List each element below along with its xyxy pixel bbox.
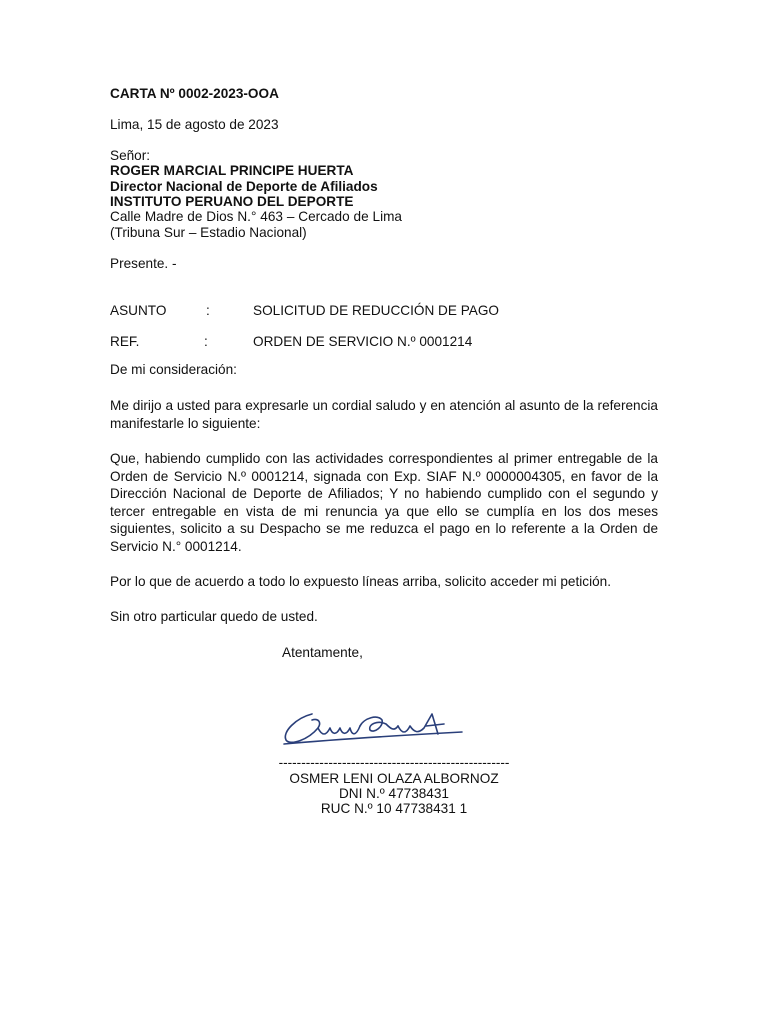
closing-line: Sin otro particular quedo de usted. (110, 609, 318, 624)
paragraph-body: Que, habiendo cumplido con las actividades correspondientes al primer entregable de la Orden de Servicio N.º 0001214, signada con Exp. SIAF N.º 0000004305, en favor de la Dirección Nacional de Deporte de Afiliados; Y no habiendo cumplido con el segundo y tercer entregable en vista de mi renuncia ya que ello se cumplía en los dos meses siguientes, solicito a su Despacho se me reduzca el pago en lo referente a la Orden de Servicio N.° 0001214. (110, 451, 658, 554)
recipient-name: ROGER MARCIAL PRINCIPE HUERTA (110, 163, 354, 178)
recipient-institution: INSTITUTO PERUANO DEL DEPORTE (110, 194, 354, 209)
closing: Atentamente, (282, 645, 363, 660)
signer-dni: DNI N.º 47738431 (338, 786, 449, 801)
presente: Presente. - (110, 256, 177, 271)
handwritten-signature (278, 706, 468, 754)
salutation: Señor: (110, 148, 151, 163)
paragraph-intro: Me dirijo a usted para expresarle un cordial saludo y en atención al asunto de la referencia manifestarle lo siguiente: (110, 398, 658, 431)
subject-value: SOLICITUD DE REDUCCIÓN DE PAGO (253, 303, 499, 318)
signer-name: OSMER LENI OLAZA ALBORNOZ (289, 771, 499, 786)
subject-separator: : (206, 303, 210, 318)
ref-separator: : (204, 334, 208, 349)
greeting: De mi consideración: (110, 362, 237, 377)
recipient-position: Director Nacional de Deporte de Afiliados (110, 179, 378, 194)
subject-label: ASUNTO (110, 303, 167, 318)
letter-number: CARTA Nº 0002-2023-OOA (110, 86, 279, 101)
paragraph-request: Por lo que de acuerdo a todo lo expuesto líneas arriba, solicito acceder mi petición. (110, 574, 611, 589)
place-date: Lima, 15 de agosto de 2023 (110, 117, 279, 132)
ref-label: REF. (110, 334, 140, 349)
ref-value: ORDEN DE SERVICIO N.º 0001214 (253, 334, 473, 349)
recipient-address: Calle Madre de Dios N.° 463 – Cercado de Lima (Tribuna Sur – Estadio Nacional) (110, 209, 402, 240)
signer-ruc: RUC N.º 10 47738431 1 (320, 801, 468, 816)
signature-line: --------------------------------------------------- (278, 755, 510, 770)
